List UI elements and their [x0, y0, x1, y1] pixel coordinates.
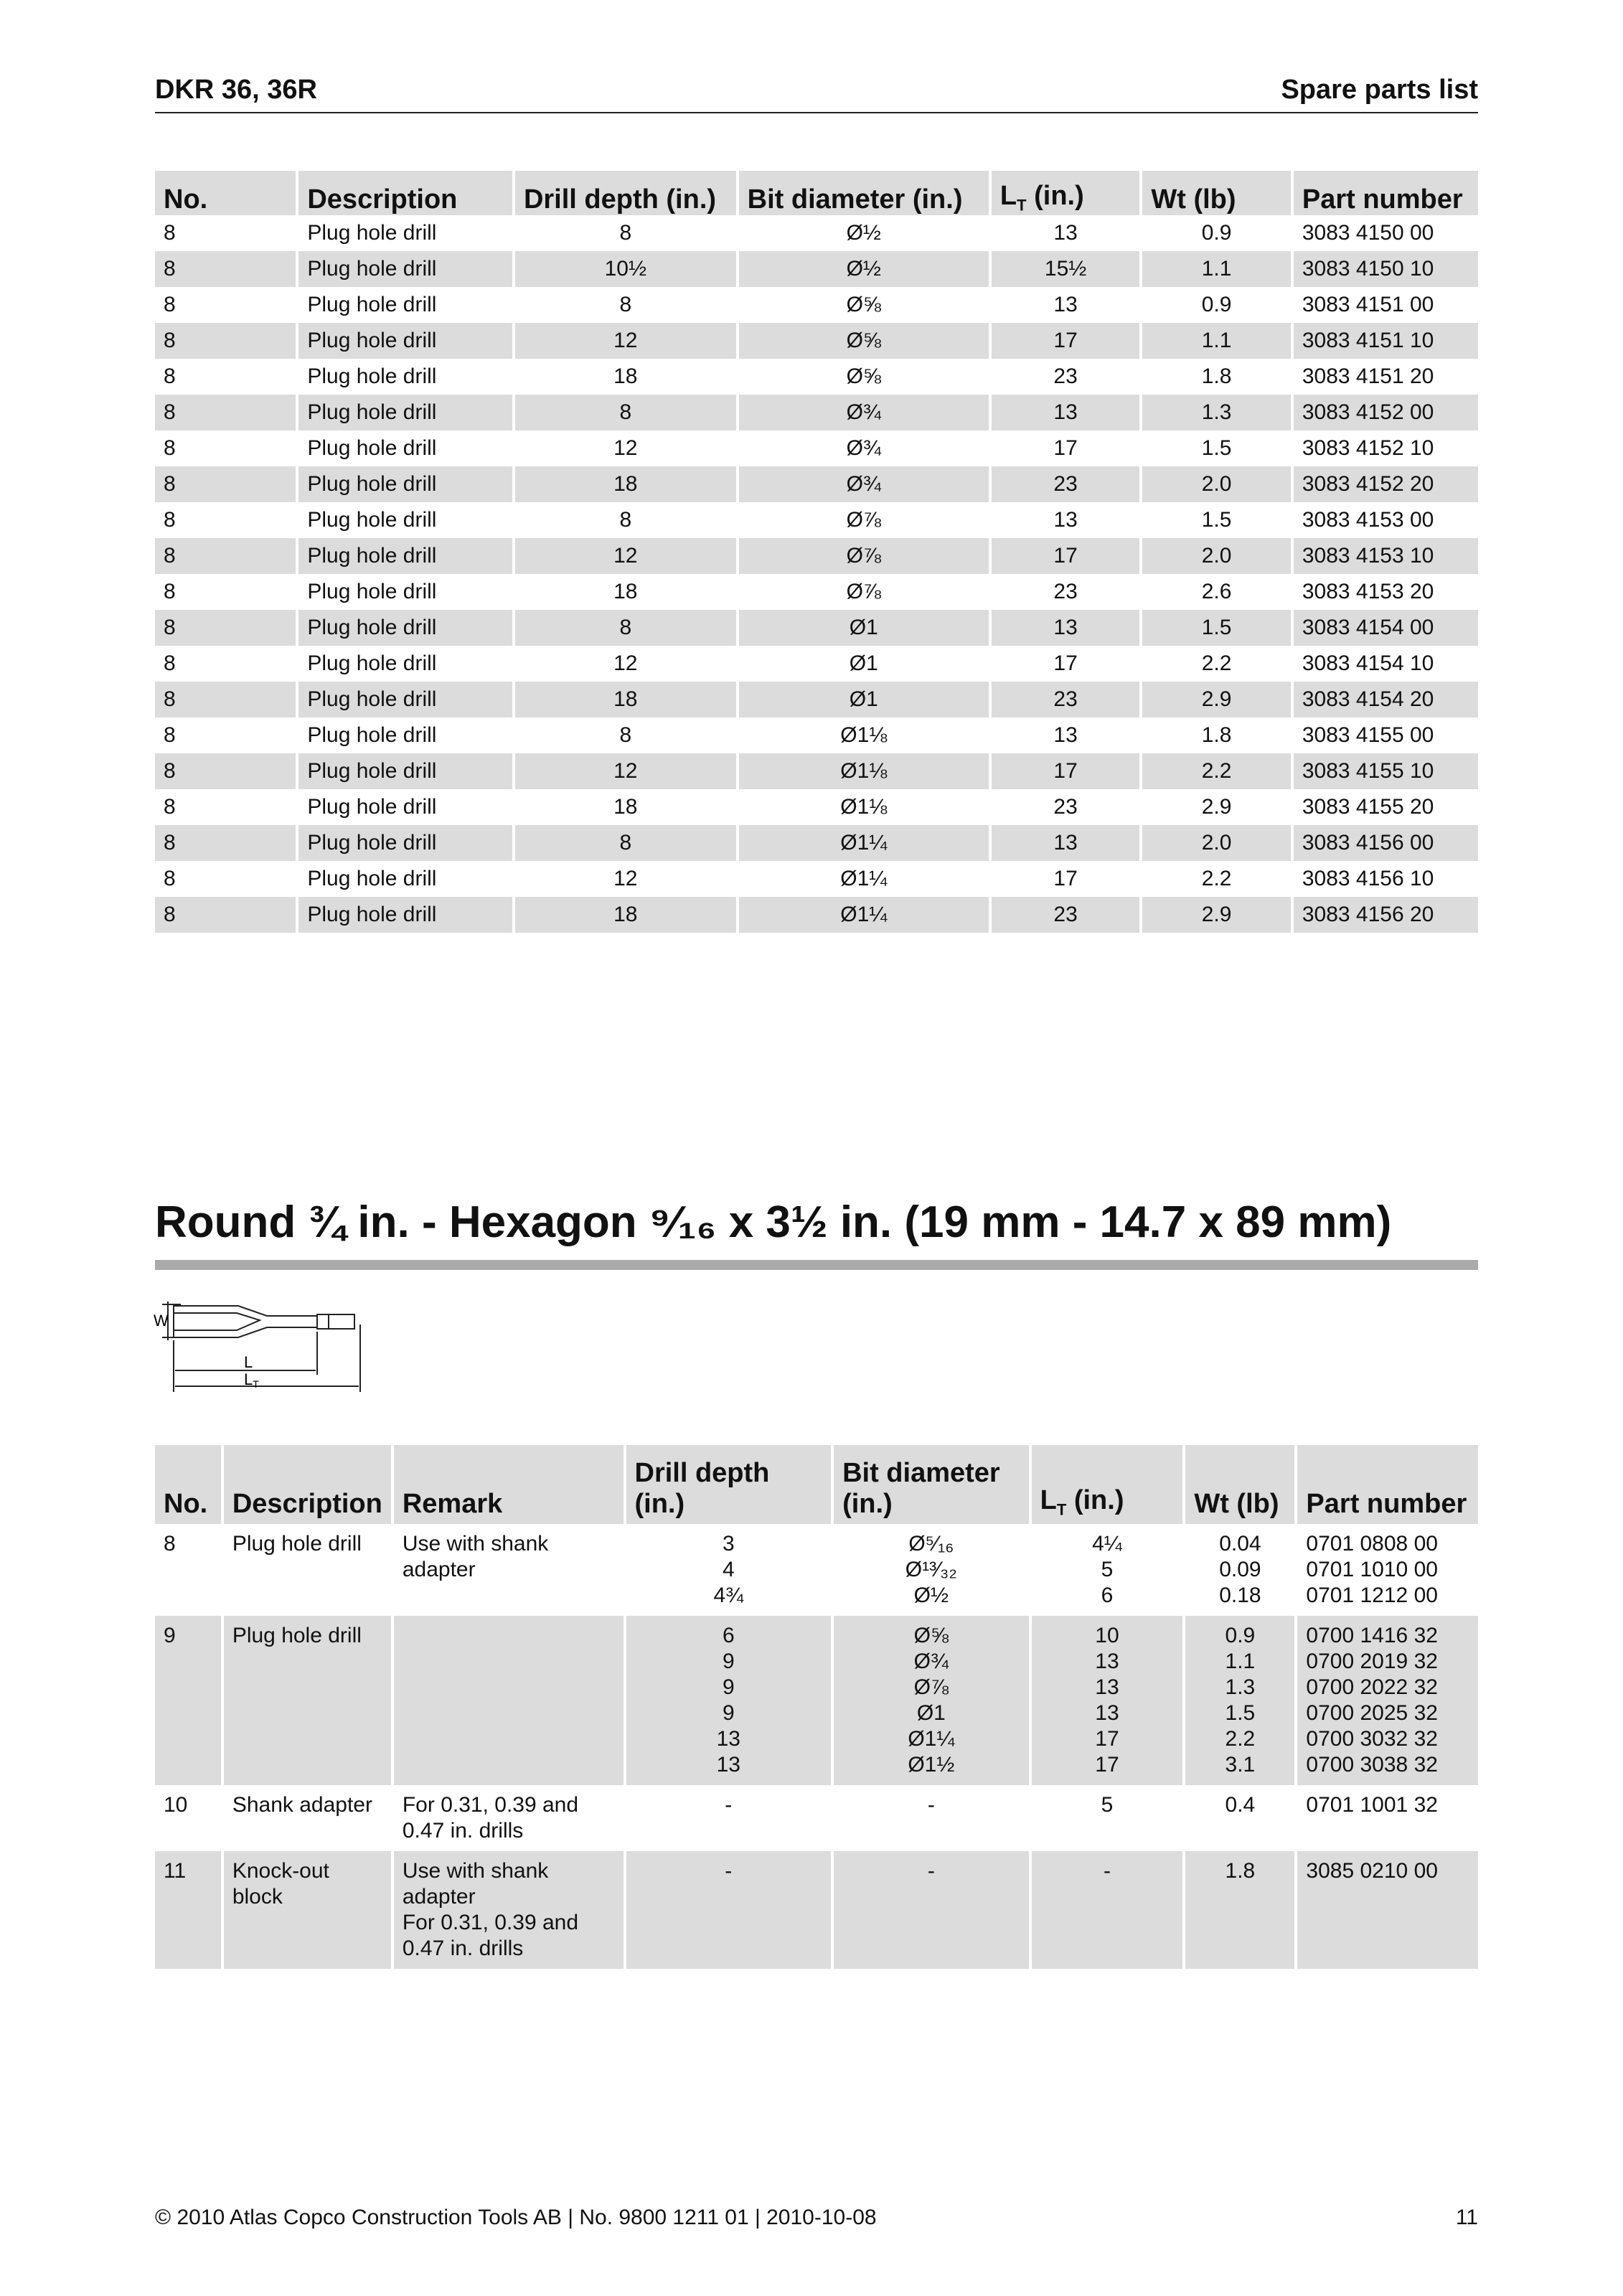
cell-part-number: 3083 4153 00: [1302, 508, 1434, 532]
col-no: No.: [155, 1445, 221, 1524]
col-description: Description: [224, 1445, 391, 1524]
cell-description: Plug hole drill: [298, 610, 512, 646]
cell-weight: 1.5: [1201, 508, 1232, 532]
table-row: [155, 1785, 1478, 1851]
cell-lt: 23: [1053, 795, 1078, 819]
cell-part-number: 3083 4152 00: [1294, 395, 1478, 430]
cell-weight: 2.0: [1142, 466, 1290, 502]
cell-remark: [394, 1616, 624, 1785]
cell-part-number: 3083 4156 10: [1302, 867, 1434, 890]
cell-part-number: 3083 4156 00: [1294, 825, 1478, 861]
cell-bit-diameter: Ø¾: [739, 395, 989, 430]
table-row: [155, 395, 1478, 430]
cell-part-number: 3083 4151 00: [1302, 293, 1434, 316]
cell-no: 8: [155, 825, 296, 861]
cell-weight: 1.8: [1201, 364, 1232, 388]
cell-lt: 17: [1053, 867, 1078, 890]
cell-description: Plug hole drill: [232, 1532, 362, 1556]
table-header-row: [155, 171, 1478, 215]
col-lt: $L_T$ (in.): [992, 171, 1139, 215]
cell-weight: 2.0: [1142, 538, 1290, 574]
cell-no: 8: [164, 651, 176, 675]
cell-lt: 17: [1053, 436, 1078, 460]
table-row: [155, 251, 1478, 287]
cell-no: 11: [155, 1851, 221, 1969]
table-row: [155, 682, 1478, 718]
cell-no: 8: [164, 436, 176, 460]
cell-part-number: 0701 0808 00 0701 1010 00 0701 1212 00: [1306, 1532, 1438, 1607]
cell-bit-diameter: Ø⅝ Ø¾ Ø⅞ Ø1 Ø1¼ Ø1½: [834, 1616, 1029, 1785]
cell-description: Plug hole drill: [307, 436, 437, 460]
page-number: 11: [1455, 2206, 1478, 2229]
cell-drill-depth: -: [725, 1793, 733, 1817]
cell-weight: 1.8: [1201, 723, 1232, 747]
cell-drill-depth: 12: [613, 867, 638, 890]
cell-description: Plug hole drill: [307, 795, 437, 819]
total-length-label: LT: [244, 1370, 259, 1390]
cell-weight: 2.2: [1201, 867, 1232, 890]
cell-bit-diameter: Ø⅝: [739, 323, 989, 359]
table-row: [155, 538, 1478, 574]
cell-weight: 2.2: [1201, 651, 1232, 675]
cell-description: Plug hole drill: [307, 723, 437, 747]
cell-drill-depth: 12: [613, 651, 638, 675]
cell-weight: 0.04 0.09 0.18: [1219, 1532, 1261, 1607]
cell-lt: 13: [992, 610, 1139, 646]
col-drill-depth: Drill depth (in.): [515, 171, 736, 215]
cell-bit-diameter: Ø1: [739, 682, 989, 718]
cell-lt: 23: [992, 897, 1139, 933]
cell-no: 8: [164, 723, 176, 747]
cell-drill-depth: 18: [613, 364, 638, 388]
cell-weight: 1.5: [1142, 610, 1290, 646]
table-row: [155, 502, 1478, 538]
col-part-number: Part number: [1294, 171, 1478, 215]
cell-no: 8: [155, 610, 296, 646]
cell-no: 8: [155, 538, 296, 574]
cell-drill-depth: 12: [515, 323, 736, 359]
cell-bit-diameter: -: [834, 1851, 1029, 1969]
cell-description: Plug hole drill: [298, 825, 512, 861]
cell-no: 8: [155, 466, 296, 502]
cell-bit-diameter: Ø1¼: [739, 897, 989, 933]
cell-no: 8: [164, 795, 176, 819]
cell-bit-diameter: Ø⅝: [846, 364, 881, 388]
cell-no: 8: [164, 293, 176, 316]
cell-description: Plug hole drill: [298, 395, 512, 430]
cell-bit-diameter: Ø⅞: [846, 508, 881, 532]
width-label: W: [154, 1312, 169, 1330]
cell-bit-diameter: Ø1: [739, 610, 989, 646]
cell-part-number: 3083 4150 00: [1302, 221, 1434, 245]
cell-lt: -: [1032, 1851, 1183, 1969]
cell-weight: 2.6: [1201, 580, 1232, 603]
table-row: [155, 825, 1478, 861]
cell-bit-diameter: -: [927, 1793, 935, 1817]
col-part-number: Part number: [1297, 1445, 1478, 1524]
cell-remark: Use with shank adapter: [402, 1532, 549, 1581]
col-lt: $L_T$ (in.): [1032, 1445, 1183, 1524]
table-row: [155, 646, 1478, 682]
cell-drill-depth: 10½: [515, 251, 736, 287]
cell-bit-diameter: Ø⅞: [846, 580, 881, 603]
cell-description: Shank adapter: [232, 1793, 372, 1817]
table-row: [155, 1616, 1478, 1785]
cell-bit-diameter: Ø½: [739, 251, 989, 287]
table-row: [155, 359, 1478, 395]
cell-lt: 23: [992, 466, 1139, 502]
cell-no: 8: [164, 221, 176, 245]
section-title: Round ¾ in. - Hexagon ⁹⁄₁₆ x 3½ in. (19 mm - 14.7 x 89 mm): [155, 1198, 1392, 1247]
copyright-text: © 2010 Atlas Copco Construction Tools AB | No. 9800 1211 01 | 2010-10-08: [155, 2206, 877, 2229]
col-bit-diameter: Bit diameter (in.): [834, 1445, 1029, 1524]
table-row: [155, 897, 1478, 933]
cell-lt: 15½: [992, 251, 1139, 287]
cell-description: Plug hole drill: [307, 651, 437, 675]
cell-drill-depth: 18: [515, 466, 736, 502]
cell-description: Plug hole drill: [298, 323, 512, 359]
length-label: L: [244, 1353, 253, 1371]
table-row: [155, 323, 1478, 359]
cell-description: Knock-out block: [224, 1851, 391, 1969]
cell-weight: 2.0: [1142, 825, 1290, 861]
cell-no: 8: [164, 364, 176, 388]
cell-description: Plug hole drill: [307, 364, 437, 388]
cell-weight: 2.9: [1142, 897, 1290, 933]
table-row: [155, 466, 1478, 502]
cell-no: 8: [164, 508, 176, 532]
cell-description: Plug hole drill: [307, 508, 437, 532]
table-row: [155, 1851, 1478, 1969]
table-row: [155, 753, 1478, 789]
cell-no: 8: [155, 682, 296, 718]
cell-no: 8: [155, 897, 296, 933]
cell-drill-depth: 8: [619, 293, 632, 316]
cell-weight: 0.9: [1201, 293, 1232, 316]
cell-drill-depth: 8: [619, 723, 632, 747]
cell-no: 8: [164, 867, 176, 890]
cell-bit-diameter: Ø1⅛: [840, 723, 888, 747]
cell-no: 8: [155, 251, 296, 287]
cell-drill-depth: 8: [619, 221, 632, 245]
cell-description: Plug hole drill: [298, 251, 512, 287]
cell-part-number: 3083 4150 10: [1294, 251, 1478, 287]
cell-drill-depth: 8: [515, 395, 736, 430]
cell-bit-diameter: Ø⅞: [739, 538, 989, 574]
cell-description: Plug hole drill: [224, 1616, 391, 1785]
cell-drill-depth: 12: [613, 436, 638, 460]
cell-lt: 13: [1053, 723, 1078, 747]
cell-drill-depth: 12: [515, 753, 736, 789]
cell-description: Plug hole drill: [298, 538, 512, 574]
cell-drill-depth: 12: [515, 538, 736, 574]
cell-part-number: 3083 4154 20: [1294, 682, 1478, 718]
cell-description: Plug hole drill: [307, 580, 437, 603]
cell-part-number: 3083 4155 00: [1302, 723, 1434, 747]
cell-weight: 2.9: [1201, 795, 1232, 819]
cell-lt: 17: [992, 753, 1139, 789]
cell-drill-depth: 8: [619, 508, 632, 532]
cell-part-number: 3083 4152 20: [1294, 466, 1478, 502]
model-title: DKR 36, 36R: [155, 75, 317, 105]
cell-weight: 2.9: [1142, 682, 1290, 718]
cell-lt: 13: [992, 395, 1139, 430]
table-row: [155, 215, 1478, 251]
cell-weight: 0.9: [1201, 221, 1232, 245]
cell-lt: 4¼ 5 6: [1092, 1532, 1122, 1607]
col-description: Description: [298, 171, 512, 215]
cell-weight: 1.3: [1142, 395, 1290, 430]
cell-part-number: 3083 4155 10: [1294, 753, 1478, 789]
col-weight: Wt (lb): [1185, 1445, 1294, 1524]
cell-bit-diameter: Ø¾: [739, 466, 989, 502]
table-row: [155, 718, 1478, 753]
col-remark: Remark: [394, 1445, 624, 1524]
cell-part-number: 3083 4152 10: [1302, 436, 1434, 460]
cell-description: Plug hole drill: [298, 682, 512, 718]
table-row: [155, 287, 1478, 323]
cell-description: Plug hole drill: [298, 897, 512, 933]
cell-weight: 1.8: [1185, 1851, 1294, 1969]
cell-drill-depth: 8: [515, 610, 736, 646]
cell-no: 8: [164, 1532, 176, 1556]
cell-drill-depth: 6 9 9 9 13 13: [626, 1616, 832, 1785]
cell-weight: 0.4: [1225, 1793, 1256, 1817]
cell-description: Plug hole drill: [298, 466, 512, 502]
cell-lt: 13: [1053, 508, 1078, 532]
section-divider: [155, 1260, 1478, 1270]
cell-lt: 13: [1053, 293, 1078, 316]
cell-drill-depth: 18: [515, 682, 736, 718]
table-row: [155, 789, 1478, 825]
cell-lt: 23: [992, 682, 1139, 718]
cell-weight: 1.5: [1201, 436, 1232, 460]
cell-lt: 13: [1053, 221, 1078, 245]
cell-bit-diameter: Ø1⅛: [840, 795, 888, 819]
cell-drill-depth: -: [626, 1851, 832, 1969]
cell-part-number: 3083 4153 20: [1302, 580, 1434, 603]
spare-parts-table-2: [152, 1445, 1481, 1969]
cell-bit-diameter: Ø1: [849, 651, 878, 675]
cell-drill-depth: 8: [515, 825, 736, 861]
cell-lt: 13: [992, 825, 1139, 861]
cell-no: 8: [155, 395, 296, 430]
col-weight: Wt (lb): [1142, 171, 1290, 215]
cell-bit-diameter: Ø1⅛: [739, 753, 989, 789]
cell-no: 8: [155, 323, 296, 359]
cell-description: Plug hole drill: [307, 293, 437, 316]
cell-part-number: 0701 1001 32: [1306, 1793, 1438, 1817]
cell-no: 9: [155, 1616, 221, 1785]
cell-bit-diameter: Ø1¼: [840, 867, 888, 890]
cell-description: Plug hole drill: [298, 753, 512, 789]
cell-drill-depth: 18: [613, 580, 638, 603]
cell-bit-diameter: Ø⅝: [846, 293, 881, 316]
cell-part-number: 3083 4153 10: [1294, 538, 1478, 574]
cell-no: 8: [155, 753, 296, 789]
cell-lt: 17: [992, 538, 1139, 574]
cell-description: Plug hole drill: [307, 867, 437, 890]
cell-part-number: 0700 1416 32 0700 2019 32 0700 2022 32 0700 2025 32 0700 3032 32 0700 3038 32: [1297, 1616, 1478, 1785]
cell-lt: 23: [1053, 364, 1078, 388]
cell-part-number: 3083 4156 20: [1294, 897, 1478, 933]
col-bit-diameter: Bit diameter (in.): [739, 171, 989, 215]
cell-lt: 5: [1101, 1793, 1114, 1817]
cell-weight: 2.2: [1142, 753, 1290, 789]
col-no: No.: [155, 171, 296, 215]
cell-drill-depth: 3 4 4¾: [713, 1532, 744, 1607]
cell-bit-diameter: Ø⁵⁄₁₆ Ø¹³⁄₃₂ Ø½: [905, 1532, 957, 1607]
cell-lt: 17: [1053, 651, 1078, 675]
document-type: Spare parts list: [1281, 75, 1478, 105]
cell-part-number: 3083 4154 00: [1294, 610, 1478, 646]
col-drill-depth: Drill depth (in.): [626, 1445, 832, 1524]
cell-part-number: 3083 4155 20: [1302, 795, 1434, 819]
cell-part-number: 3083 4151 10: [1294, 323, 1478, 359]
cell-weight: 1.1: [1142, 323, 1290, 359]
drill-dimension-diagram: [152, 1296, 367, 1396]
table-row: [155, 861, 1478, 897]
cell-drill-depth: 18: [613, 795, 638, 819]
cell-drill-depth: 18: [515, 897, 736, 933]
cell-part-number: 3083 4154 10: [1302, 651, 1434, 675]
cell-lt: 17: [992, 323, 1139, 359]
cell-bit-diameter: Ø½: [846, 221, 881, 245]
cell-description: Plug hole drill: [307, 221, 437, 245]
table-row: [155, 1524, 1478, 1616]
cell-part-number: 3083 4151 20: [1302, 364, 1434, 388]
page-footer: [155, 2206, 1478, 2230]
cell-part-number: 3085 0210 00: [1297, 1851, 1478, 1969]
cell-weight: 0.9 1.1 1.3 1.5 2.2 3.1: [1185, 1616, 1294, 1785]
cell-no: 10: [164, 1793, 188, 1817]
cell-weight: 1.1: [1142, 251, 1290, 287]
spare-parts-table-1: [152, 171, 1481, 933]
cell-remark: Use with shank adapter For 0.31, 0.39 and 0.47 in. drills: [394, 1851, 624, 1969]
cell-bit-diameter: Ø1¼: [739, 825, 989, 861]
table-row: [155, 574, 1478, 610]
cell-bit-diameter: Ø¾: [846, 436, 881, 460]
cell-lt: 10 13 13 13 17 17: [1032, 1616, 1183, 1785]
table-row: [155, 610, 1478, 646]
cell-no: 8: [164, 580, 176, 603]
cell-remark: For 0.31, 0.39 and 0.47 in. drills: [402, 1793, 579, 1843]
table-row: [155, 430, 1478, 466]
cell-lt: 23: [1053, 580, 1078, 603]
page-header: [155, 75, 1478, 113]
table-header-row: [155, 1445, 1478, 1524]
